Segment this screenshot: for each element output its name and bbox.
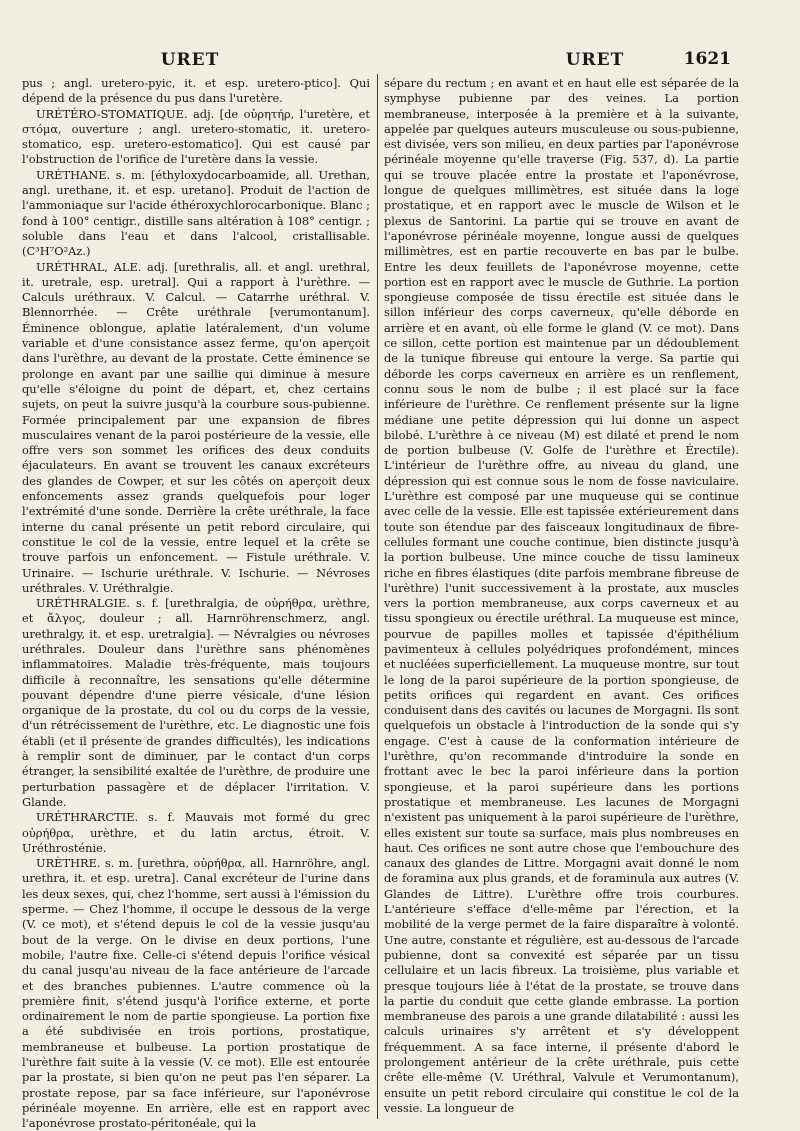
entry-ureterostomatique: URÉTÉRO-STOMATIQUE. adj. [de οὐρητήρ, l'uretère, et στόμα, ouverture ; angl. uretero-stomatic, it. uretero-stomatico, esp. uretero-estomatico]. Qui est causé par l'obstruction de l'orifice de l'uretère dans la vessie. [22,106,370,167]
entry-continuation: pus ; angl. uretero-pyic, it. et esp. uretero-ptico]. Qui dépend de la présence du pus dans l'uretère. [22,76,370,106]
page-number: 1621 [683,49,731,69]
running-head-left: URET [160,50,220,70]
entry-urethane: URÉTHANE. s. m. [éthyloxydocarboamide, all. Urethan, angl. urethane, it. et esp. uretano]. Produit de l'action de l'ammoniaque sur l'acide éthéroxychlorocarbonique. Blanc ; fond à 100° centigr., distille sans altération à 108° centigr. ; soluble dans l'eau et dans l'alcool, cristallisable. (C³H⁷O²Az.) [22,167,370,259]
entry-urethral: URÉTHRAL, ALE. adj. [urethralis, all. et angl. urethral, it. uretrale, esp. uretral]. Qui a rapport à l'urèthre. — Calculs uréthraux. V. Calcul. — Catarrhe uréthral. V. Blennorrhée. — Crête uréthrale [verumontanum]. Éminence oblongue, aplatie latéralement, d'un volume variable et d'une consistance assez ferme, qu'on aperçoit dans l'urèthre, au devant de la prostate. Cette éminence se prolonge en avant par une saillie qui diminue à mesure qu'elle s'éloigne du point de départ, et, chez certains sujets, on peut la suivre jusqu'à la courbure sous-pubienne. Formée principalement par une expansion de fibres musculaires venant de la paroi postérieure de la vessie, elle offre vers son sommet les orifices des deux conduits éjaculateurs. En avant se trouvent les canaux excréteurs des glandes de Cowper, et sur les côtés on aperçoit deux enfoncements assez grands quelquefois pour loger l'extrémité d'une sonde. Derrière la crête uréthrale, la face interne du canal présente un petit rebord circulaire, qui constitue le col de la vessie, entre lequel et la crête se trouve parfois un enfoncement. — Fistule uréthrale. V. Urinaire. — Ischurie uréthrale. V. Ischurie. — Névroses uréthrales. V. Uréthralgie. [22,259,370,595]
entry-urethre: URÈTHRE. s. m. [urethra, οὐρήθρα, all. Harnröhre, angl. urethra, it. et esp. uretra]. Canal excréteur de l'urine dans les deux sexes, qui, chez l'homme, sert aussi à l'émission du sperme. — Chez l'homme, il occupe le dessous de la verge (V. ce mot), et s'étend depuis le col de la vessie jusqu'au bout de la verge. On le divise en deux portions, l'une mobile, l'autre fixe. Celle-ci s'étend depuis l'orifice vésical du canal jusqu'au niveau de la face antérieure de l'arcade et des branches pubiennes. L'autre commence où la première finit, s'étend jusqu'à l'orifice externe, et porte ordinairement le nom de partie spongieuse. La portion fixe a été subdivisée en trois portions, prostatique, membraneuse et bulbeuse. La portion prostatique de l'urèthre fait suite à la vessie (V. ce mot). Elle est entourée par la prostate, si bien qu'on ne peut pas l'en séparer. La prostate repose, par sa face inférieure, sur l'aponévrose périnéale moyenne. En arrière, elle est en rapport avec l'aponévrose prostato-péritonéale, qui la [22,856,370,1131]
column-divider [377,74,378,1119]
entry-urethrarctie: URÉTHRARCTIE. s. f. Mauvais mot formé du grec οὐρήθρα, urèthre, et du latin arctus, étroit. V. Uréthrosténie. [22,810,370,855]
column-left [22,76,370,1131]
running-head-right: URET [565,50,625,70]
entry-urethralgie: URÉTHRALGIE. s. f. [urethralgia, de οὐρήθρα, urèthre, et ἄλγος, douleur ; all. Harnröhrenschmerz, angl. urethralgy, it. et esp. uretralgia]. — Névralgies ou névroses uréthrales. Douleur dans l'urèthre sans phénomènes inflammatoires. Maladie très-fréquente, mais toujours difficile à reconnaître, les sensations qu'elle détermine pouvant dépendre d'une pierre vésicale, d'une lésion organique de la prostate, du col ou du corps de la vessie, d'un rétrécissement de l'urèthre, etc. Le diagnostic une fois établi (et il présente de grandes difficultés), les indications à remplir sont de diminuer, par le contact d'un corps étranger, la sensibilité exaltée de l'urèthre, de produire une perturbation passagère et de déplacer l'irritation. V. Glande. [22,596,370,809]
entry-urethre-continued: sépare du rectum ; en avant et en haut elle est séparée de la symphyse pubienne par des veines. La portion membraneuse, interposée à la première et à la suivante, appelée par quelques auteurs musculeuse ou sous-pubienne, est divisée, vers son milieu, en deux parties par l'aponévrose périnéale moyenne qu'elle traverse (Fig. 537, d). La partie qui se trouve placée entre la prostate et l'aponévrose, longue de quelques millimètres, est située dans la loge prostatique, et en rapport avec le muscle de Wilson et le plexus de Santorini. La partie qui se trouve en avant de l'aponévrose périnéale moyenne, longue aussi de quelques millimètres, est en partie recouverte en bas par le bulbe. Entre les deux feuillets de l'aponévrose moyenne, cette portion est en rapport avec le muscle de Guthrie. La portion spongieuse composée de tissu érectile est située dans le sillon inférieur des corps caverneux, qu'elle déborde en arrière et en avant, où elle forme le gland (V. ce mot). Dans ce sillon, cette portion est maintenue par un dédoublement de la tunique fibreuse qui entoure la verge. Sa partie qui déborde les corps caverneux en arrière es un renflement, connu sous le nom de bulbe ; il est placé sur la face inférieure de l'urèthre. Ce renflement présente sur la ligne médiane une petite dépression qui lui donne un aspect bilobé. L'urèthre à ce niveau (M) est dilaté et prend le nom de portion bulbeuse (V. Golfe de l'urèthre et Érectile). L'intérieur de l'urèthre offre, au niveau du gland, une dépression qui est connue sous le nom de fosse naviculaire. L'urèthre est composé par une muqueuse qui se continue avec celle de la vessie. Elle est tapissée extérieurement dans toute son étendue par des faisceaux longitudinaux de fibre-cellules formant une couche continue, bien distincte jusqu'à la portion bulbeuse. Une mince couche de tissu lamineux riche en fibres élastiques (dite parfois membrane fibreuse de l'urèthre) l'unit successivement à la prostate, aux muscles vers la portion membraneuse, aux corps caverneux et au tissu spongieux ou érectile uréthral. La muqueuse est mince, pourvue de papilles molles et tapissée d'épithélium pavimenteux à cellules polyédriques profondément, minces et nucléées superficiellement. La muqueuse montre, sur tout le long de la paroi supérieure de la portion spongieuse, de petits orifices qui regardent en avant. Ces orifices conduisent dans des cavités ou lacunes de Morgagni. Ils sont quelquefois un obstacle à l'introduction de la sonde qui s'y engage. C'est à cause de la conformation intérieure de l'urèthre, qu'on recommande d'introduire la sonde en frottant avec le bec la paroi inférieure dans la portion spongieuse, et la paroi supérieure dans les portions prostatique et membraneuse. Les lacunes de Morgagni n'existent pas uniquement à la paroi supérieure de l'urèthre, elles existent sur toute sa surface, mais plus nombreuses en haut. Ces orifices ne sont autre chose que l'embouchure des canaux des glandes de Littre. Morgagni avait donné le nom de foramina aux plus grands, et de foraminula aux autres (V. Glandes de Littre). L'urèthre offre trois courbures. L'antérieure s'efface d'elle-même par l'érection, et la mobilité de la verge permet de la faire disparaître à volonté. Une autre, constante et régulière, est au-dessous de l'arcade pubienne, dont sa convexité est séparée par un tissu cellulaire et un lacis fibreux. La troisième, plus variable et presque toujours liée à l'état de la prostate, se trouve dans la partie du conduit que cette glande embrasse. La portion membraneuse des parois a une grande dilatabilité : aussi les calculs urinaires s'y arrêtent et s'y développent fréquemment. A sa face interne, il présente d'abord le prolongement antérieur de la crête uréthrale, puis cette crête elle-même (V. Uréthral, Valvule et Verumontanum), ensuite un petit rebord circulaire qui constitue le col de la vessie. La longueur de [384,76,739,1115]
column-right [384,76,739,1116]
